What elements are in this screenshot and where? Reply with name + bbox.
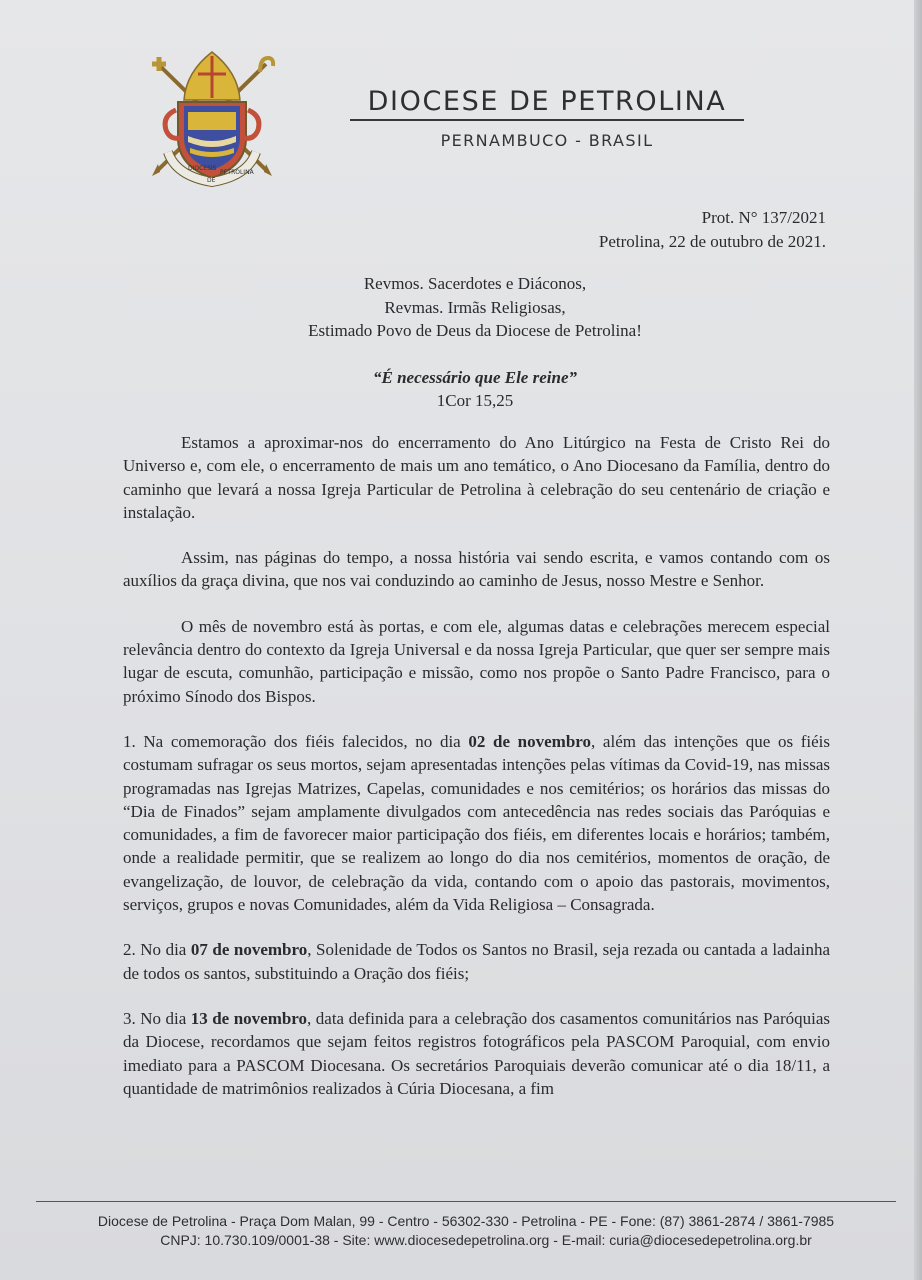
footer-contact: CNPJ: 10.730.109/0001-38 - Site: www.diocesedepetrolina.org - E-mail: curia@diocesedepetrolina.org.br (160, 1232, 812, 1248)
salutation-block (230, 272, 720, 343)
diocese-title: DIOCESE DE PETROLINA (367, 86, 727, 117)
epigraph-quote: “É necessário que Ele reine” (373, 368, 577, 387)
numbered-item-2 (123, 938, 830, 985)
item-date: 07 de novembro (190, 940, 308, 960)
salutation-line: Estimado Povo de Deus da Diocese de Petrolina! (308, 321, 642, 340)
item-text: 2. No dia (123, 940, 191, 960)
numbered-item-1 (123, 730, 830, 916)
page-edge (914, 0, 922, 1280)
diocese-coat-of-arms-logo (148, 44, 276, 190)
item-text: 3. No dia (123, 1008, 191, 1028)
diocese-location: PERNAMBUCO - BRASIL (440, 131, 654, 150)
svg-text:DIOCESIS: DIOCESIS (188, 165, 217, 172)
salutation-line: Revmos. Sacerdotes e Diáconos, (363, 274, 587, 293)
item-date: 02 de novembro (468, 731, 592, 751)
item-text: 1. Na comemoração dos fiéis falecidos, no dia (123, 731, 469, 751)
item-text: , Solenidade de Todos os Santos no Brasil, seja rezada ou cantada a ladainha de todos os santos, substituindo a Oração dos fiéis; (123, 940, 830, 983)
footer-address: Diocese de Petrolina - Praça Dom Malan, 99 - Centro - 56302-330 - Petrolina - PE - Fone: (87) 3861-2874 / 3861-7985 (97, 1213, 835, 1229)
protocol-block (599, 206, 826, 254)
place-date: Petrolina, 22 de outubro de 2021. (598, 232, 826, 251)
salutation-line: Revmas. Irmãs Religiosas, (384, 297, 566, 317)
item-text: , além das intenções que os fiéis costumam sufragar os seus mortos, sejam apresentadas intenções pelas vítimas da Covid-19, nas missas programadas nas Igrejas Matrizes, Capelas, comunidades e nos cemitérios; os horários das missas do “Dia de Finados” sejam amplamente divulgados com antecedência nas redes sociais das Paróquias e comunidades, a fim de favorecer maior participação dos fiéis, em diferentes locais e horários; também, onde a realidade permitir, que se realizem ao longo do dia nos cemitérios, momentos de oração, de evangelização, de louvor, de celebração da vida, contando com o apoio das pastorais, movimentos, serviços, grupos e novas Comunidades, além da Vida Religiosa – Consagrada. (123, 731, 831, 915)
svg-text:DE: DE (207, 177, 216, 184)
epigraph (230, 366, 720, 412)
protocol-number: Prot. N° 137/2021 (701, 208, 826, 227)
footer-divider (36, 1201, 896, 1202)
item-date: 13 de novembro (190, 1008, 308, 1028)
paragraph: Estamos a aproximar-nos do encerramento do Ano Litúrgico na Festa de Cristo Rei do Universo e, com ele, o encerramento de mais um ano temático, o Ano Diocesano da Família, dentro do caminho que levará a nossa Igreja Particular de Petrolina à celebração do seu centenário de criação e instalação. (123, 433, 830, 522)
paragraph: O mês de novembro está às portas, e com ele, algumas datas e celebrações merecem especial relevância dentro do contexto da Igreja Universal e da nossa Igreja Particular, que quer ser sempre mais lugar de escuta, comunhão, participação e missão, como nos propõe o Santo Padre Francisco, para o próximo Sínodo dos Bispos. (123, 616, 830, 706)
header-divider (350, 119, 744, 121)
letterhead-footer (36, 1212, 896, 1250)
item-text: , data definida para a celebração dos casamentos comunitários nas Paróquias da Diocese, recordamos que sejam feitos registros fotográficos pela PASCOM Paroquial, com envio imediato para a PASCOM Diocesana. Os secretários Paroquiais deverão comunicar até o dia 18/11, a quantidade de matrimônios realizados à Cúria Diocesana, a fim (123, 1008, 830, 1098)
numbered-item-3 (123, 1007, 830, 1100)
epigraph-reference: 1Cor 15,25 (436, 391, 514, 410)
paragraph: Assim, nas páginas do tempo, a nossa história vai sendo escrita, e vamos contando com os auxílios da graça divina, que nos vai conduzindo ao caminho de Jesus, nosso Mestre e Senhor. (123, 548, 830, 591)
letter-body (123, 431, 830, 1122)
svg-text:PETROLINA: PETROLINA (220, 169, 254, 176)
